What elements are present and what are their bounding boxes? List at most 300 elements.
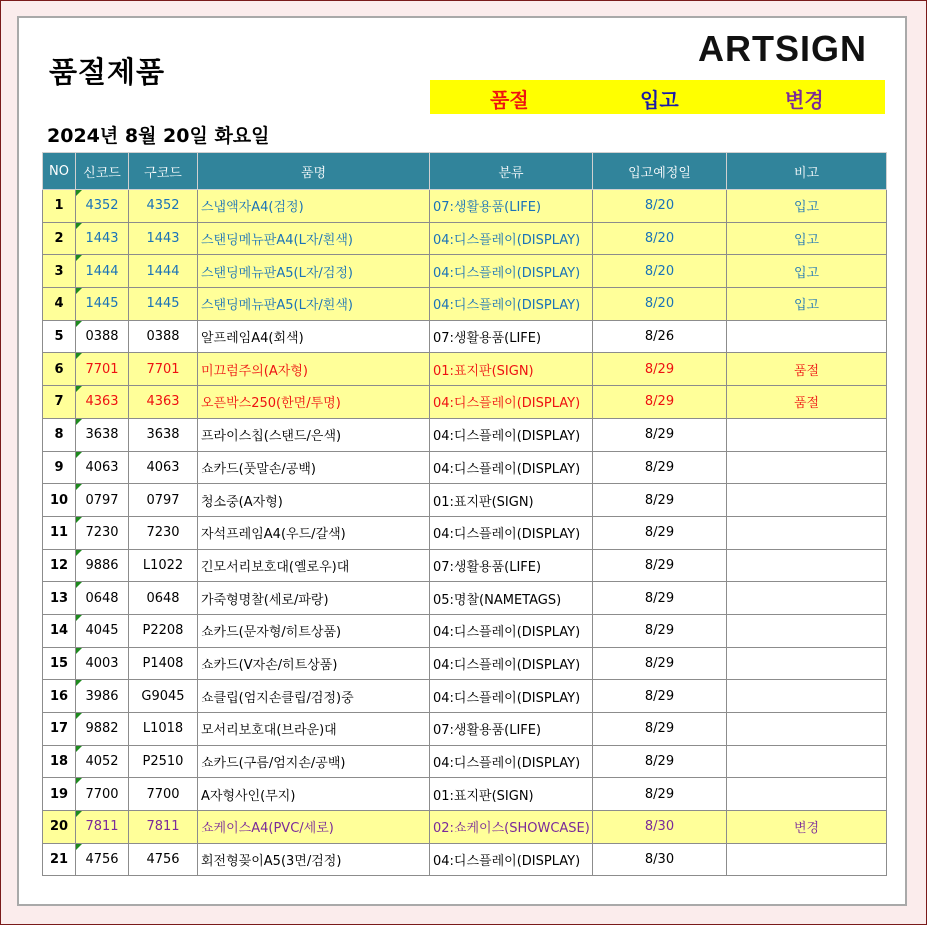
cell-note-text: 입고 (793, 233, 820, 249)
cell-old-code-text: G9045 (141, 688, 185, 704)
cell-arrival-date-text: 8/29 (644, 590, 675, 606)
cell-arrival-date (593, 255, 727, 288)
cell-old-code (129, 190, 198, 223)
cell-old-code-text: 7700 (146, 786, 180, 802)
cell-product-name-text: 프라이스칩(스탠드/은색) (201, 429, 342, 445)
cell-arrival-date-text: 8/29 (644, 492, 675, 508)
cell-product-name (198, 451, 430, 484)
cell-category-text: 01:표지판(SIGN) (433, 788, 534, 804)
cell-no (43, 549, 76, 582)
cell-product-name (198, 549, 430, 582)
cell-product-name-text: 스탠딩메뉴판A5(L자/검정) (201, 265, 353, 281)
cell-old-code-text: P2510 (142, 754, 184, 770)
cell-no-text: 11 (49, 525, 69, 541)
cell-note (727, 190, 887, 223)
cell-product-name (198, 484, 430, 517)
cell-new-code (76, 353, 129, 386)
cell-new-code (76, 255, 129, 288)
cell-arrival-date (593, 680, 727, 713)
cell-new-code (76, 843, 129, 876)
cell-arrival-date (593, 745, 727, 778)
cell-arrival-date-text: 8/20 (644, 198, 675, 214)
cell-note (727, 811, 887, 844)
cell-product-name (198, 222, 430, 255)
cell-comment-marker-icon (76, 223, 82, 229)
table-row (43, 320, 887, 353)
report-date: 2024년 8월 20일 화요일 (47, 125, 270, 147)
cell-category-text: 07:생활용품(LIFE) (433, 559, 542, 575)
cell-new-code-text: 7700 (85, 786, 119, 802)
cell-no (43, 745, 76, 778)
cell-comment-marker-icon (76, 255, 82, 261)
cell-category-text: 04:디스플레이(DISPLAY) (433, 265, 581, 281)
cell-category (430, 843, 593, 876)
cell-arrival-date-text: 8/29 (644, 394, 675, 410)
cell-category-text: 04:디스플레이(DISPLAY) (433, 657, 581, 673)
cell-product-name (198, 680, 430, 713)
cell-product-name (198, 582, 430, 615)
cell-new-code-text: 3638 (85, 427, 119, 443)
cell-old-code-text: L1022 (142, 557, 184, 573)
cell-category (430, 418, 593, 451)
cell-old-code-text: L1018 (142, 721, 184, 737)
cell-category (430, 451, 593, 484)
cell-old-code-text: 4756 (146, 852, 180, 868)
cell-product-name-text: 쇼클립(엄지손클립/검정)중 (201, 690, 354, 706)
cell-category (430, 353, 593, 386)
cell-no-text: 10 (49, 492, 69, 508)
cell-no (43, 190, 76, 223)
cell-no (43, 811, 76, 844)
cell-category-text: 04:디스플레이(DISPLAY) (433, 756, 581, 772)
cell-new-code (76, 516, 129, 549)
cell-old-code (129, 353, 198, 386)
cell-note (727, 484, 887, 517)
cell-arrival-date (593, 843, 727, 876)
cell-no (43, 320, 76, 353)
cell-note (727, 549, 887, 582)
cell-arrival-date (593, 582, 727, 615)
cell-category (430, 190, 593, 223)
cell-category (430, 484, 593, 517)
cell-old-code-text: 7701 (146, 361, 180, 377)
cell-category-text: 07:생활용품(LIFE) (433, 200, 542, 216)
cell-new-code (76, 614, 129, 647)
table-row (43, 190, 887, 223)
cell-product-name (198, 614, 430, 647)
cell-no-text: 18 (49, 754, 69, 770)
cell-arrival-date (593, 811, 727, 844)
cell-no (43, 516, 76, 549)
cell-arrival-date (593, 614, 727, 647)
cell-new-code-text: 4756 (85, 852, 119, 868)
cell-new-code (76, 745, 129, 778)
cell-note-text: 입고 (793, 265, 820, 281)
cell-category-text: 04:디스플레이(DISPLAY) (433, 527, 581, 543)
cell-no-text: 12 (49, 557, 69, 573)
cell-old-code (129, 745, 198, 778)
cell-arrival-date-text: 8/20 (644, 263, 675, 279)
cell-arrival-date-text: 8/29 (644, 754, 675, 770)
legend-change: 변경 (785, 88, 824, 112)
cell-new-code-text: 4052 (85, 754, 119, 770)
cell-product-name (198, 255, 430, 288)
cell-arrival-date (593, 713, 727, 746)
cell-old-code (129, 484, 198, 517)
column-header-category: 분류 (430, 153, 593, 190)
cell-note-text: 품절 (793, 363, 820, 379)
cell-new-code-text: 4045 (85, 623, 119, 639)
cell-comment-marker-icon (76, 517, 82, 523)
cell-category (430, 778, 593, 811)
cell-note (727, 222, 887, 255)
cell-no (43, 418, 76, 451)
cell-new-code (76, 386, 129, 419)
cell-category-text: 07:생활용품(LIFE) (433, 331, 542, 347)
cell-no-text: 21 (49, 852, 69, 868)
cell-no-text: 3 (54, 263, 64, 279)
cell-product-name-text: 알프레임A4(회색) (201, 331, 304, 347)
cell-arrival-date (593, 778, 727, 811)
cell-no (43, 255, 76, 288)
cell-new-code-text: 4352 (85, 198, 119, 214)
cell-arrival-date (593, 353, 727, 386)
cell-no-text: 4 (54, 296, 64, 312)
cell-arrival-date (593, 190, 727, 223)
table-row (43, 353, 887, 386)
column-header-new-code: 신코드 (76, 153, 129, 190)
cell-new-code (76, 549, 129, 582)
cell-new-code-text: 9882 (85, 721, 119, 737)
cell-product-name-text: 스탠딩메뉴판A4(L자/흰색) (201, 233, 353, 249)
cell-old-code-text: 0648 (146, 590, 180, 606)
cell-product-name (198, 647, 430, 680)
cell-old-code-text: 1445 (146, 296, 180, 312)
table-row (43, 451, 887, 484)
cell-old-code (129, 582, 198, 615)
cell-no-text: 17 (49, 721, 69, 737)
cell-category-text: 04:디스플레이(DISPLAY) (433, 625, 581, 641)
cell-comment-marker-icon (76, 648, 82, 654)
cell-new-code (76, 647, 129, 680)
cell-product-name-text: 가죽형명찰(세로/파랑) (201, 592, 329, 608)
cell-product-name-text: 미끄럼주의(A자형) (201, 363, 308, 379)
cell-no-text: 14 (49, 623, 69, 639)
cell-product-name (198, 353, 430, 386)
cell-arrival-date-text: 8/26 (644, 329, 675, 345)
cell-product-name-text: 스냅액자A4(검정) (201, 200, 304, 216)
cell-no (43, 353, 76, 386)
cell-category (430, 549, 593, 582)
cell-category (430, 288, 593, 321)
cell-product-name (198, 320, 430, 353)
cell-arrival-date-text: 8/29 (644, 459, 675, 475)
cell-category (430, 713, 593, 746)
column-header-arrival-date: 입고예정일 (593, 153, 727, 190)
table-row (43, 843, 887, 876)
cell-no-text: 2 (54, 231, 64, 247)
cell-no (43, 713, 76, 746)
cell-new-code-text: 0388 (85, 329, 119, 345)
cell-old-code-text: 3638 (146, 427, 180, 443)
table-row (43, 745, 887, 778)
cell-note (727, 680, 887, 713)
cell-no (43, 843, 76, 876)
cell-product-name-text: 청소중(A자형) (201, 494, 283, 510)
cell-product-name-text: 쇼카드(풋말손/공백) (201, 461, 316, 477)
column-header-no: NO (43, 153, 76, 190)
table-row (43, 778, 887, 811)
table-body (43, 190, 887, 876)
table-row (43, 647, 887, 680)
cell-new-code-text: 4363 (85, 394, 119, 410)
cell-category (430, 386, 593, 419)
cell-no (43, 614, 76, 647)
cell-new-code (76, 680, 129, 713)
cell-product-name-text: 스탠딩메뉴판A5(L자/흰색) (201, 298, 353, 314)
cell-arrival-date (593, 320, 727, 353)
cell-product-name (198, 811, 430, 844)
cell-category (430, 516, 593, 549)
cell-note (727, 647, 887, 680)
cell-old-code (129, 288, 198, 321)
cell-arrival-date-text: 8/20 (644, 231, 675, 247)
cell-product-name (198, 745, 430, 778)
cell-new-code (76, 288, 129, 321)
cell-category-text: 04:디스플레이(DISPLAY) (433, 298, 581, 314)
cell-arrival-date (593, 647, 727, 680)
cell-old-code (129, 418, 198, 451)
document-page (17, 16, 907, 906)
cell-old-code (129, 255, 198, 288)
table-row (43, 418, 887, 451)
cell-arrival-date (593, 418, 727, 451)
cell-category-text: 01:표지판(SIGN) (433, 494, 534, 510)
cell-category-text: 01:표지판(SIGN) (433, 363, 534, 379)
cell-category (430, 647, 593, 680)
cell-arrival-date (593, 549, 727, 582)
cell-note (727, 582, 887, 615)
cell-new-code-text: 9886 (85, 557, 119, 573)
cell-old-code-text: 4363 (146, 394, 180, 410)
cell-new-code-text: 7811 (85, 819, 119, 835)
cell-note (727, 614, 887, 647)
cell-arrival-date-text: 8/29 (644, 721, 675, 737)
cell-old-code-text: P2208 (142, 623, 184, 639)
cell-arrival-date (593, 386, 727, 419)
cell-note (727, 255, 887, 288)
cell-product-name (198, 288, 430, 321)
cell-product-name (198, 516, 430, 549)
cell-arrival-date (593, 516, 727, 549)
brand-logo: ARTSIGN (698, 28, 867, 69)
cell-new-code-text: 3986 (85, 688, 119, 704)
column-header-old-code: 구코드 (129, 153, 198, 190)
cell-category-text: 05:명찰(NAMETAGS) (433, 592, 562, 608)
cell-category (430, 222, 593, 255)
table-row (43, 549, 887, 582)
table-row (43, 713, 887, 746)
cell-old-code (129, 811, 198, 844)
cell-old-code (129, 614, 198, 647)
cell-note-text: 품절 (793, 396, 820, 412)
cell-old-code (129, 778, 198, 811)
cell-no-text: 7 (54, 394, 64, 410)
cell-comment-marker-icon (76, 484, 82, 490)
cell-category (430, 745, 593, 778)
status-legend (430, 80, 885, 114)
cell-category-text: 04:디스플레이(DISPLAY) (433, 854, 581, 870)
cell-old-code (129, 320, 198, 353)
cell-new-code (76, 582, 129, 615)
cell-comment-marker-icon (76, 386, 82, 392)
cell-old-code (129, 647, 198, 680)
cell-no (43, 451, 76, 484)
cell-arrival-date-text: 8/29 (644, 623, 675, 639)
cell-old-code (129, 451, 198, 484)
cell-note (727, 451, 887, 484)
cell-note (727, 516, 887, 549)
cell-no (43, 680, 76, 713)
cell-comment-marker-icon (76, 680, 82, 686)
cell-category (430, 320, 593, 353)
cell-old-code (129, 713, 198, 746)
cell-comment-marker-icon (76, 452, 82, 458)
column-header-product-name: 품명 (198, 153, 430, 190)
cell-old-code-text: 1444 (146, 263, 180, 279)
soldout-products-table (42, 152, 887, 876)
cell-arrival-date-text: 8/29 (644, 361, 675, 377)
cell-category-text: 07:생활용품(LIFE) (433, 723, 542, 739)
cell-comment-marker-icon (76, 713, 82, 719)
cell-no-text: 8 (54, 427, 64, 443)
cell-category-text: 04:디스플레이(DISPLAY) (433, 461, 581, 477)
cell-arrival-date-text: 8/29 (644, 427, 675, 443)
cell-note (727, 288, 887, 321)
cell-new-code-text: 0797 (85, 492, 119, 508)
legend-restock: 입고 (640, 88, 679, 112)
cell-new-code-text: 0648 (85, 590, 119, 606)
cell-arrival-date-text: 8/29 (644, 655, 675, 671)
cell-new-code (76, 811, 129, 844)
cell-new-code (76, 484, 129, 517)
table-row (43, 614, 887, 647)
cell-old-code-text: 7230 (146, 525, 180, 541)
cell-product-name-text: 쇼케이스A4(PVC/세로) (201, 821, 334, 837)
cell-category-text: 04:디스플레이(DISPLAY) (433, 690, 581, 706)
table-row (43, 255, 887, 288)
cell-new-code (76, 778, 129, 811)
cell-old-code (129, 680, 198, 713)
cell-old-code (129, 843, 198, 876)
cell-arrival-date-text: 8/29 (644, 557, 675, 573)
cell-new-code-text: 1445 (85, 296, 119, 312)
table-row (43, 386, 887, 419)
cell-comment-marker-icon (76, 778, 82, 784)
table-row (43, 680, 887, 713)
table-header-row (43, 153, 887, 190)
cell-new-code (76, 713, 129, 746)
cell-comment-marker-icon (76, 190, 82, 196)
cell-note (727, 320, 887, 353)
cell-new-code (76, 418, 129, 451)
cell-no (43, 386, 76, 419)
cell-note (727, 778, 887, 811)
legend-soldout: 품절 (490, 88, 529, 112)
cell-category (430, 255, 593, 288)
cell-note-text: 입고 (793, 298, 820, 314)
cell-category-text: 04:디스플레이(DISPLAY) (433, 233, 581, 249)
table-row (43, 484, 887, 517)
cell-arrival-date-text: 8/29 (644, 688, 675, 704)
cell-no (43, 222, 76, 255)
cell-new-code (76, 222, 129, 255)
cell-comment-marker-icon (76, 582, 82, 588)
cell-no (43, 778, 76, 811)
cell-comment-marker-icon (76, 746, 82, 752)
cell-comment-marker-icon (76, 321, 82, 327)
cell-product-name (198, 778, 430, 811)
cell-category (430, 680, 593, 713)
table-row (43, 516, 887, 549)
cell-old-code-text: P1408 (142, 655, 184, 671)
cell-product-name-text: 자석프레임A4(우드/갈색) (201, 527, 346, 543)
cell-comment-marker-icon (76, 811, 82, 817)
cell-old-code-text: 1443 (146, 231, 180, 247)
cell-product-name-text: 모서리보호대(브라운)대 (201, 723, 337, 739)
cell-no-text: 9 (54, 459, 64, 475)
cell-no-text: 5 (54, 329, 64, 345)
cell-category-text: 02:쇼케이스(SHOWCASE) (433, 821, 590, 837)
cell-note-text: 입고 (793, 200, 820, 216)
cell-note (727, 386, 887, 419)
cell-product-name (198, 190, 430, 223)
cell-comment-marker-icon (76, 615, 82, 621)
cell-product-name (198, 843, 430, 876)
cell-old-code-text: 4063 (146, 459, 180, 475)
cell-comment-marker-icon (76, 288, 82, 294)
cell-new-code-text: 1443 (85, 231, 119, 247)
cell-no-text: 16 (49, 688, 69, 704)
cell-comment-marker-icon (76, 353, 82, 359)
cell-arrival-date-text: 8/30 (644, 852, 675, 868)
cell-note (727, 353, 887, 386)
cell-product-name-text: 쇼카드(문자형/히트상품) (201, 625, 342, 641)
table-row (43, 288, 887, 321)
cell-product-name-text: 쇼카드(구름/엄지손/공백) (201, 756, 346, 772)
cell-arrival-date (593, 451, 727, 484)
table-row (43, 811, 887, 844)
cell-old-code (129, 549, 198, 582)
cell-old-code-text: 7811 (146, 819, 180, 835)
cell-no (43, 582, 76, 615)
cell-no-text: 15 (49, 655, 69, 671)
cell-arrival-date (593, 288, 727, 321)
cell-old-code-text: 0388 (146, 329, 180, 345)
cell-product-name-text: 오픈박스250(한면/투명) (201, 396, 341, 412)
cell-old-code (129, 222, 198, 255)
cell-old-code-text: 0797 (146, 492, 180, 508)
cell-new-code-text: 7701 (85, 361, 119, 377)
cell-note (727, 843, 887, 876)
cell-note (727, 713, 887, 746)
cell-note (727, 418, 887, 451)
cell-category (430, 811, 593, 844)
cell-no-text: 13 (49, 590, 69, 606)
cell-category-text: 04:디스플레이(DISPLAY) (433, 429, 581, 445)
cell-old-code (129, 516, 198, 549)
cell-arrival-date-text: 8/29 (644, 786, 675, 802)
